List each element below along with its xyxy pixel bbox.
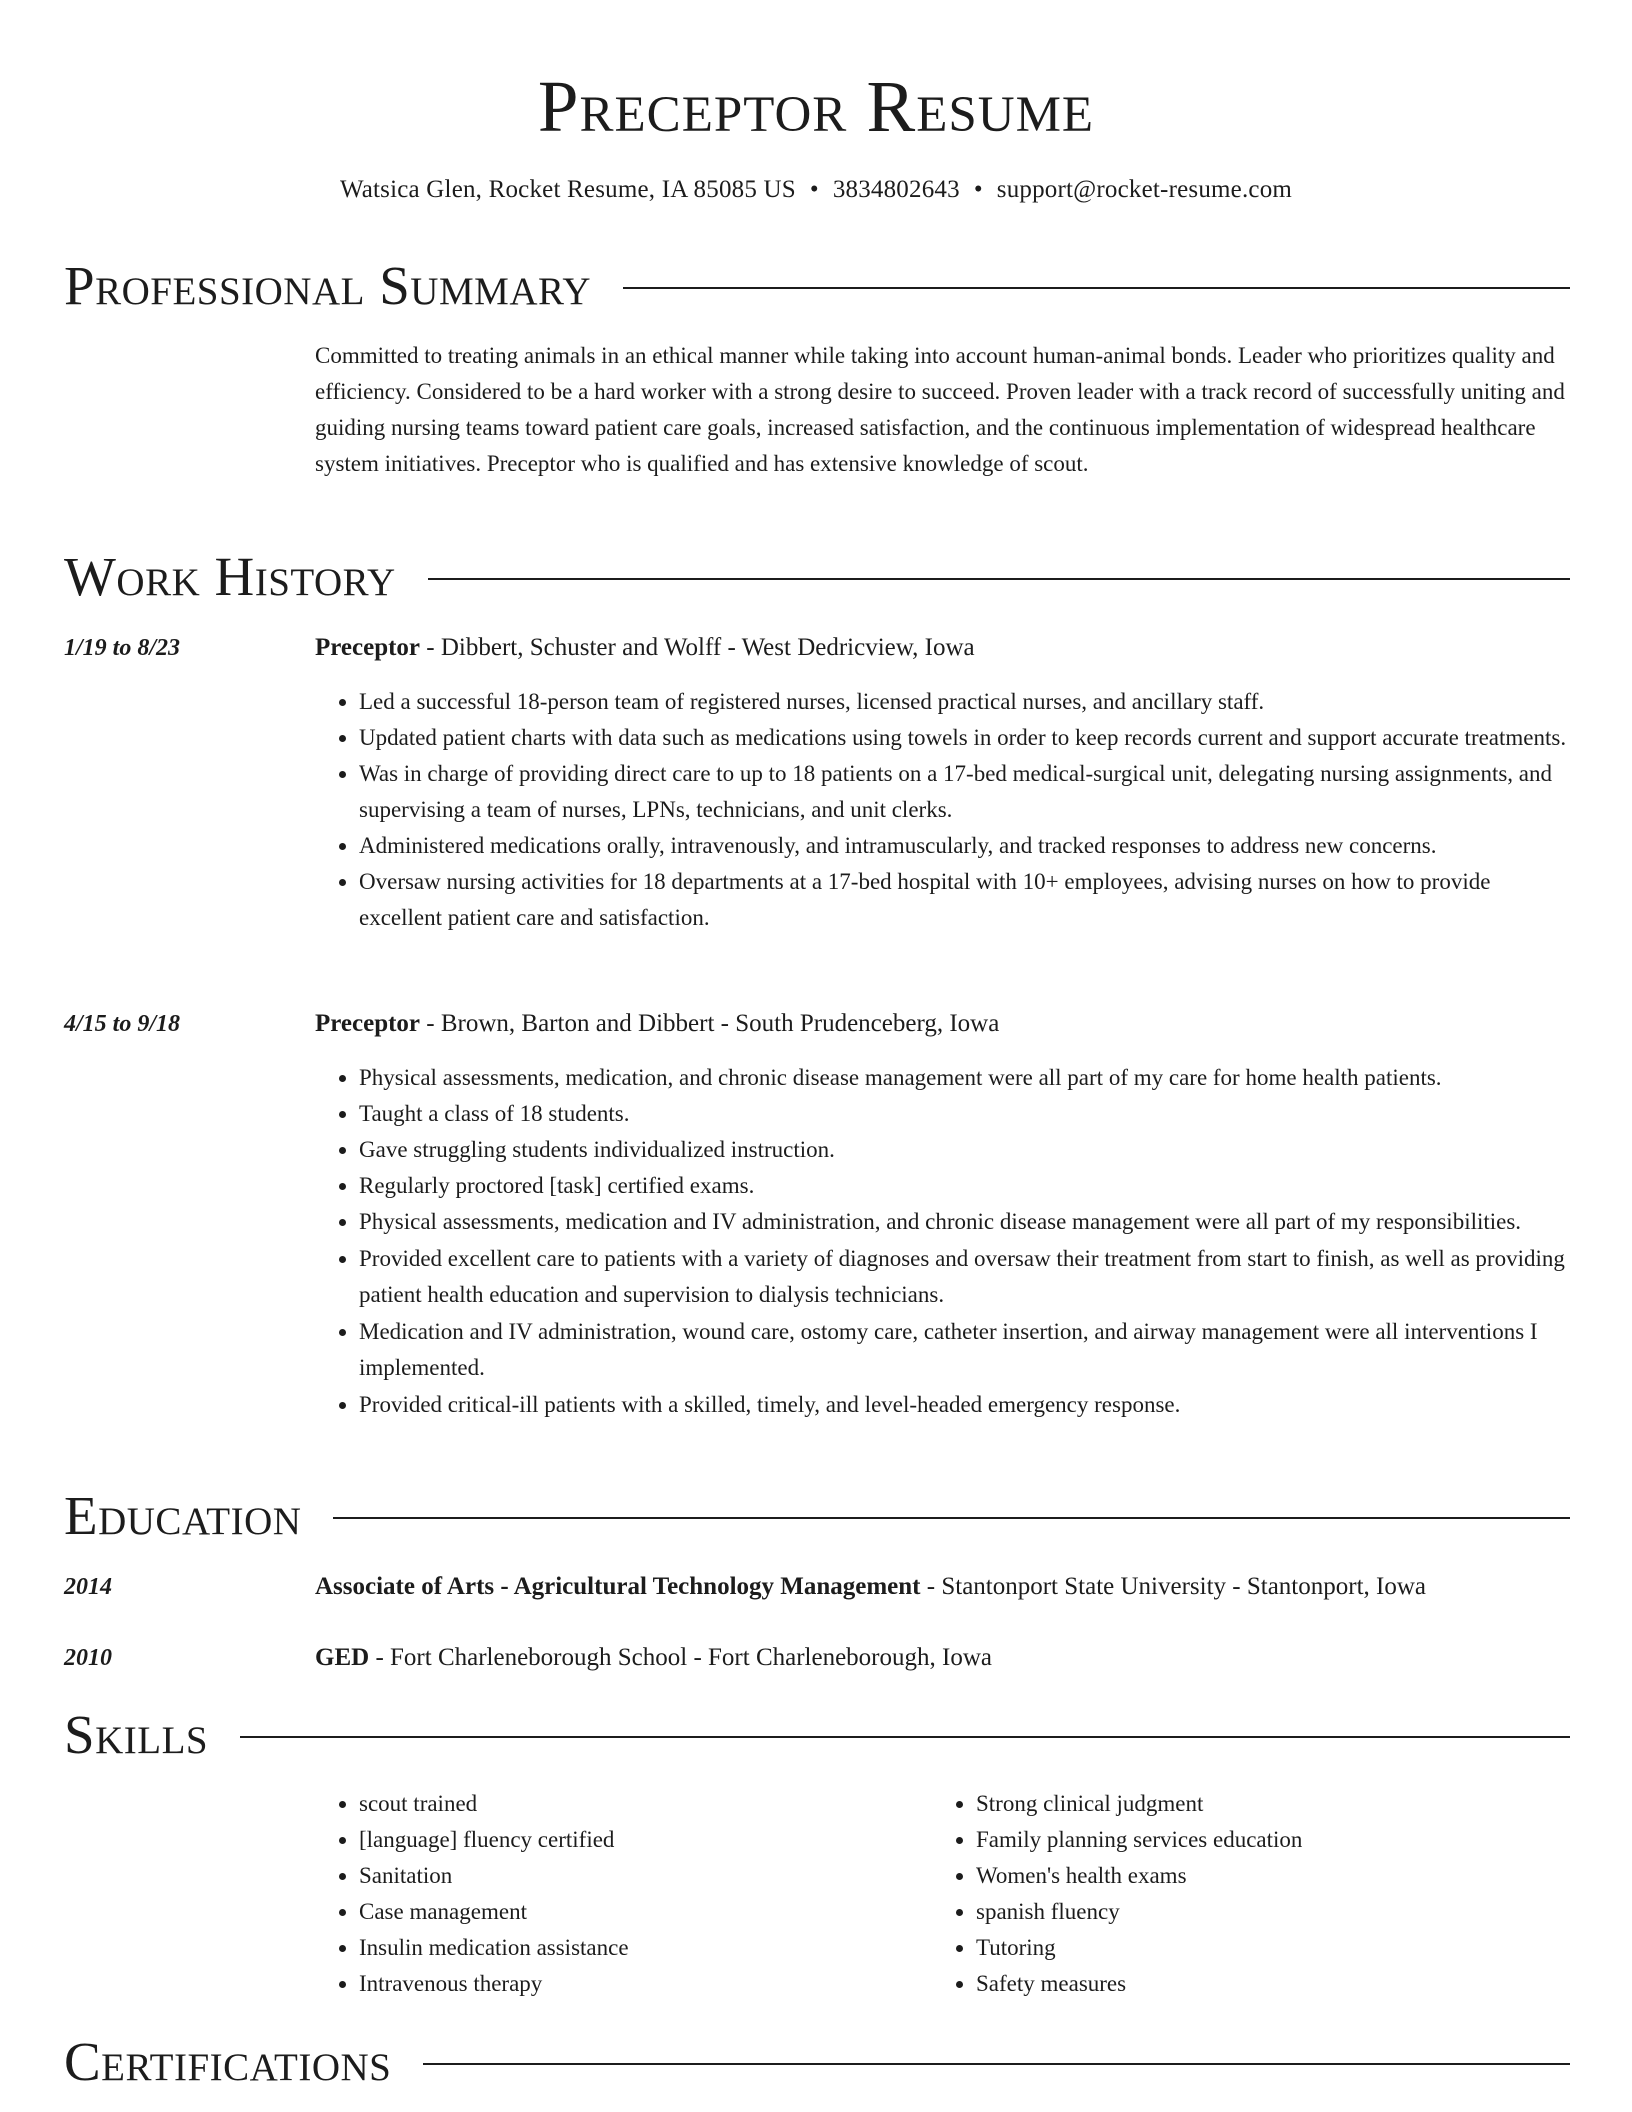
list-item: • Gave struggling students individualized instruction. [359, 1132, 1570, 1168]
list-item: • Taught a class of 18 students. [359, 1096, 1570, 1132]
list-item: • Physical assessments, medication and IV administration, and chronic disease management were all part of my responsibilities. [359, 1204, 1570, 1240]
work-role-line [315, 630, 1570, 666]
work-dates: 1/19 to 8/23 [64, 635, 181, 661]
skills-list [315, 1786, 1570, 2002]
contact-phone: 3834802643 [832, 176, 960, 203]
section-header-summary [64, 254, 1570, 318]
work-role-line [315, 1006, 1570, 1042]
work-dates: 4/15 to 9/18 [64, 1011, 181, 1037]
education-degree: Associate of Arts - Agricultural Technology Management [315, 1573, 921, 1600]
list-item: • scout trained [359, 1786, 932, 1822]
work-title: Preceptor [315, 634, 421, 661]
list-item: • spanish fluency [976, 1894, 1549, 1930]
section-divider [240, 1736, 1570, 1738]
education-year: 2010 [64, 1645, 112, 1671]
work-details: - Dibbert, Schuster and Wolff - West Dedricview, Iowa [420, 634, 975, 661]
work-bullets [315, 684, 1570, 936]
list-item: • Updated patient charts with data such as medications using towels in order to keep records current and support accurate treatments. [359, 720, 1570, 756]
contact-line [0, 172, 1632, 208]
section-header-work [64, 545, 1570, 609]
section-header-education [64, 1484, 1570, 1548]
list-item: • Case management [359, 1894, 932, 1930]
list-item: • Regularly proctored [task] certified exams. [359, 1168, 1570, 1204]
contact-email: support@rocket-resume.com [996, 176, 1293, 203]
list-item: • [language] fluency certified [359, 1822, 932, 1858]
skills-column-right [932, 1786, 1549, 2002]
list-item: • Safety measures [976, 1966, 1549, 2002]
section-divider [333, 1517, 1570, 1519]
list-item: • Administered medications orally, intravenously, and intramuscularly, and tracked responses to address new concerns. [359, 828, 1570, 864]
contact-separator: • [809, 176, 819, 203]
list-item: • Family planning services education [976, 1822, 1549, 1858]
section-title-education: Education [64, 1485, 302, 1546]
list-item: • Sanitation [359, 1858, 932, 1894]
list-item: • Provided excellent care to patients with a variety of diagnoses and oversaw their treatment from start to finish, as well as providing patient health education and supervision to dialysis technicians. [359, 1241, 1570, 1313]
education-degree: GED [315, 1644, 370, 1671]
list-item: • Women's health exams [976, 1858, 1549, 1894]
list-item: • Medication and IV administration, wound care, ostomy care, catheter insertion, and airway management were all interventions I implemented. [359, 1314, 1570, 1386]
education-details: - Fort Charleneborough School - Fort Charleneborough, Iowa [369, 1644, 992, 1671]
education-line [315, 1569, 1570, 1605]
section-title-skills: Skills [64, 1704, 209, 1765]
contact-address: Watsica Glen, Rocket Resume, IA 85085 US [339, 176, 796, 203]
list-item: • Oversaw nursing activities for 18 departments at a 17-bed hospital with 10+ employees, advising nurses on how to provide excellent patient care and satisfaction. [359, 864, 1570, 936]
list-item: • Tutoring [976, 1930, 1549, 1966]
section-divider [423, 2063, 1570, 2065]
education-line [315, 1640, 1570, 1676]
list-item: • Strong clinical judgment [976, 1786, 1549, 1822]
summary-text: Committed to treating animals in an ethical manner while taking into account human-animal bonds. Leader who prioritizes quality and efficiency. Considered to be a hard worker with a strong desire to succeed. Proven leader with a track record of successfully uniting and guiding nursing teams toward patient care goals, increased satisfaction, and the continuous implementation of widespread healthcare system initiatives. Preceptor who is qualified and has extensive knowledge of scout. [315, 343, 1565, 476]
work-title: Preceptor [315, 1010, 421, 1037]
work-details: - Brown, Barton and Dibbert - South Prudenceberg, Iowa [420, 1010, 1000, 1037]
section-divider [623, 287, 1570, 289]
section-header-certifications [64, 2030, 1570, 2094]
section-divider [428, 578, 1570, 580]
skills-column-left [315, 1786, 932, 2002]
section-title-certifications: Certifications [64, 2031, 392, 2092]
education-details: - Stantonport State University - Stantonport, Iowa [920, 1573, 1426, 1600]
section-header-skills [64, 1703, 1570, 1767]
list-item: • Physical assessments, medication, and chronic disease management were all part of my care for home health patients. [359, 1060, 1570, 1096]
work-bullets [315, 1060, 1570, 1423]
education-year: 2014 [64, 1574, 112, 1600]
contact-separator: • [973, 176, 983, 203]
list-item: • Led a successful 18-person team of registered nurses, licensed practical nurses, and ancillary staff. [359, 684, 1570, 720]
list-item: • Insulin medication assistance [359, 1930, 932, 1966]
list-item: • Was in charge of providing direct care to up to 18 patients on a 17-bed medical-surgical unit, delegating nursing assignments, and supervising a team of nurses, LPNs, technicians, and unit clerks. [359, 756, 1570, 828]
list-item: • Intravenous therapy [359, 1966, 932, 2002]
resume-title: Preceptor Resume [537, 66, 1095, 147]
section-title-summary: Professional Summary [64, 255, 592, 316]
list-item: • Provided critical-ill patients with a skilled, timely, and level-headed emergency response. [359, 1387, 1570, 1423]
section-title-work: Work History [64, 546, 396, 607]
